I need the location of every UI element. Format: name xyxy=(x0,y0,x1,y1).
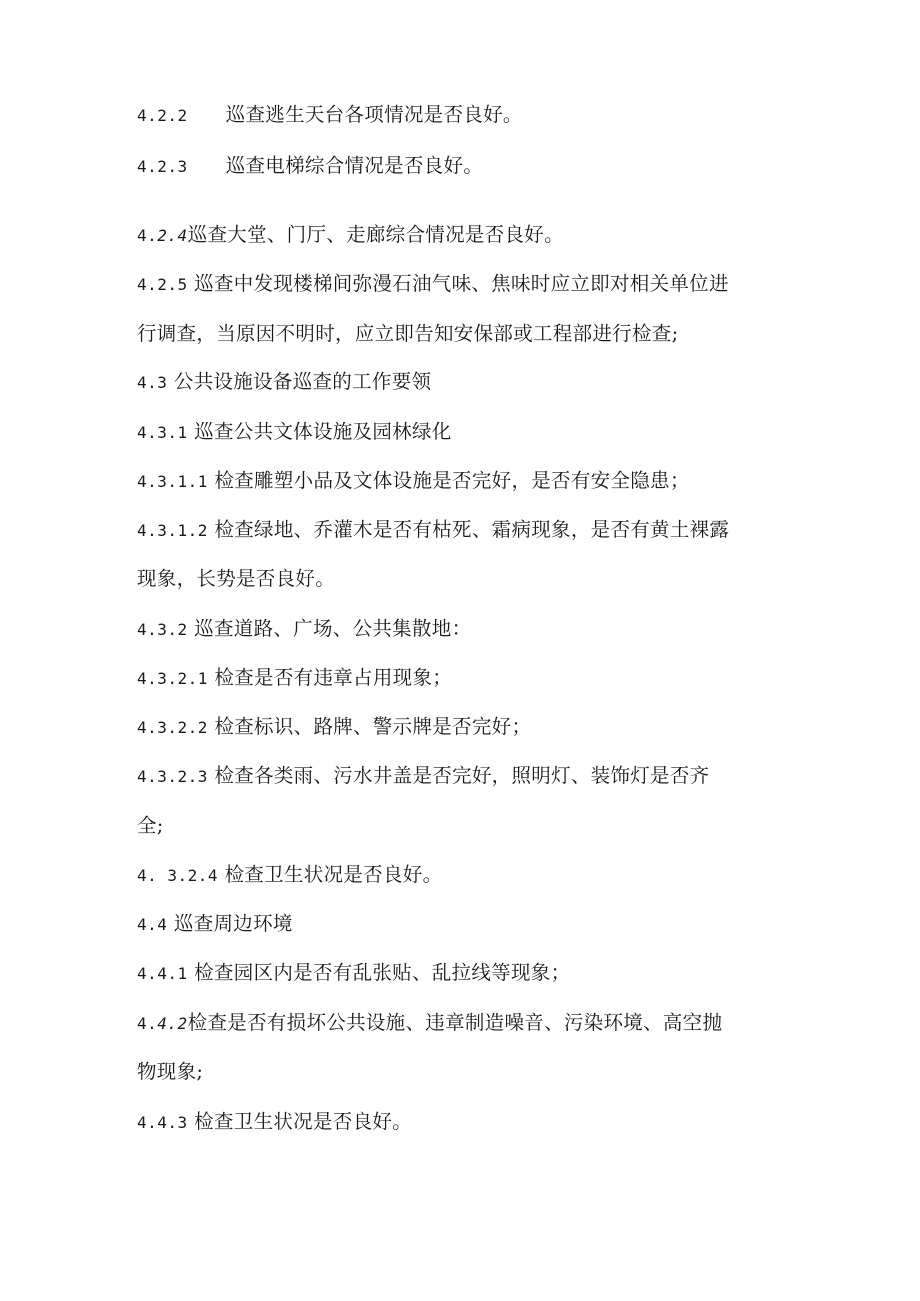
clause-4-3-1-2 xyxy=(137,516,729,545)
clause-number: 4.4.3 xyxy=(137,1113,188,1132)
clause-number: 4.3.1.2 xyxy=(137,521,208,540)
clause-number: 4.3.2 xyxy=(137,620,188,639)
clause-4-3-2-4 xyxy=(137,861,442,890)
clause-4-2-5-continued xyxy=(137,320,678,348)
clause-4-3 xyxy=(137,368,431,397)
clause-text: 公共设施设备巡查的工作要领 xyxy=(173,370,432,393)
clause-4-2-3 xyxy=(137,152,483,181)
clause-4-4-2-continued xyxy=(137,1058,203,1086)
clause-number: 4.3.2.3 xyxy=(137,767,208,786)
clause-4-4-1 xyxy=(137,959,570,988)
clause-4-3-1 xyxy=(137,418,452,447)
clause-text: 巡查公共文体设施及园林绿化 xyxy=(194,420,452,443)
clause-4-3-1-2-continued xyxy=(137,565,335,593)
clause-text: 物现象; xyxy=(137,1060,204,1083)
clause-number: 4.4 xyxy=(137,915,168,934)
clause-4-3-2-3 xyxy=(137,762,709,791)
clause-number: 4. 3.2.4 xyxy=(137,866,219,885)
clause-text: 检查卫生状况是否良好。 xyxy=(224,863,443,886)
clause-text: 现象，长势是否良好。 xyxy=(137,567,336,590)
clause-number: 4.3 xyxy=(137,373,168,392)
clause-text: 巡查周边环境 xyxy=(173,912,293,935)
clause-number-italic: 2.4 xyxy=(157,226,188,245)
clause-number: 4.3.1 xyxy=(137,423,188,442)
clause-4-3-2-2 xyxy=(137,713,531,742)
clause-4-2-4 xyxy=(137,221,564,250)
clause-4-4 xyxy=(137,910,293,939)
clause-text: 行调查，当原因不明时，应立即告知安保部或工程部进行检查; xyxy=(137,322,679,345)
clause-number-italic: 4.2 xyxy=(157,1014,188,1033)
clause-4-4-3 xyxy=(137,1108,412,1137)
clause-number: 4.3.2.2 xyxy=(137,718,208,737)
clause-4-3-2-1 xyxy=(137,664,452,693)
clause-number: 4.3.2.1 xyxy=(137,669,208,688)
clause-text: 检查雕塑小品及文体设施是否完好，是否有安全隐患； xyxy=(214,469,690,492)
clause-text: 检查卫生状况是否良好。 xyxy=(194,1110,412,1133)
clause-number: 4.3.1.1 xyxy=(137,472,208,491)
clause-text: 检查是否有损坏公共设施、违章制造噪音、污染环境、高空抛 xyxy=(187,1011,723,1034)
clause-text: 巡查中发现楼梯间弥漫石油气味、焦味时应立即对相关单位进 xyxy=(194,272,729,295)
clause-4-3-1-1 xyxy=(137,467,690,496)
clause-4-3-2 xyxy=(137,615,471,644)
clause-text: 全; xyxy=(137,814,164,837)
clause-number: 4. xyxy=(137,226,158,245)
clause-number: 4.2.2 xyxy=(137,106,188,125)
clause-number: 4.2.5 xyxy=(137,275,188,294)
clause-number: 4.4.1 xyxy=(137,964,188,983)
clause-4-3-2-3-continued xyxy=(137,812,164,840)
clause-text: 检查标识、路牌、警示牌是否完好； xyxy=(214,715,532,738)
clause-text: 检查是否有违章占用现象； xyxy=(214,666,453,689)
clause-4-2-5 xyxy=(137,270,729,299)
clause-text: 检查园区内是否有乱张贴、乱拉线等现象； xyxy=(194,961,571,984)
clause-text: 巡查大堂、门厅、走廊综合情况是否良好。 xyxy=(187,223,564,246)
clause-4-2-2 xyxy=(137,101,523,130)
clause-text: 巡查逃生天台各项情况是否良好。 xyxy=(225,103,523,126)
clause-text: 检查各类雨、污水井盖是否完好，照明灯、装饰灯是否齐 xyxy=(214,764,710,787)
clause-4-4-2 xyxy=(137,1009,722,1038)
clause-text: 检查绿地、乔灌木是否有枯死、霜病现象，是否有黄土裸露 xyxy=(214,518,730,541)
clause-text: 巡查道路、广场、公共集散地： xyxy=(194,617,472,640)
clause-number: 4. xyxy=(137,1014,158,1033)
clause-text: 巡查电梯综合情况是否良好。 xyxy=(225,154,484,177)
clause-number: 4.2.3 xyxy=(137,157,188,176)
